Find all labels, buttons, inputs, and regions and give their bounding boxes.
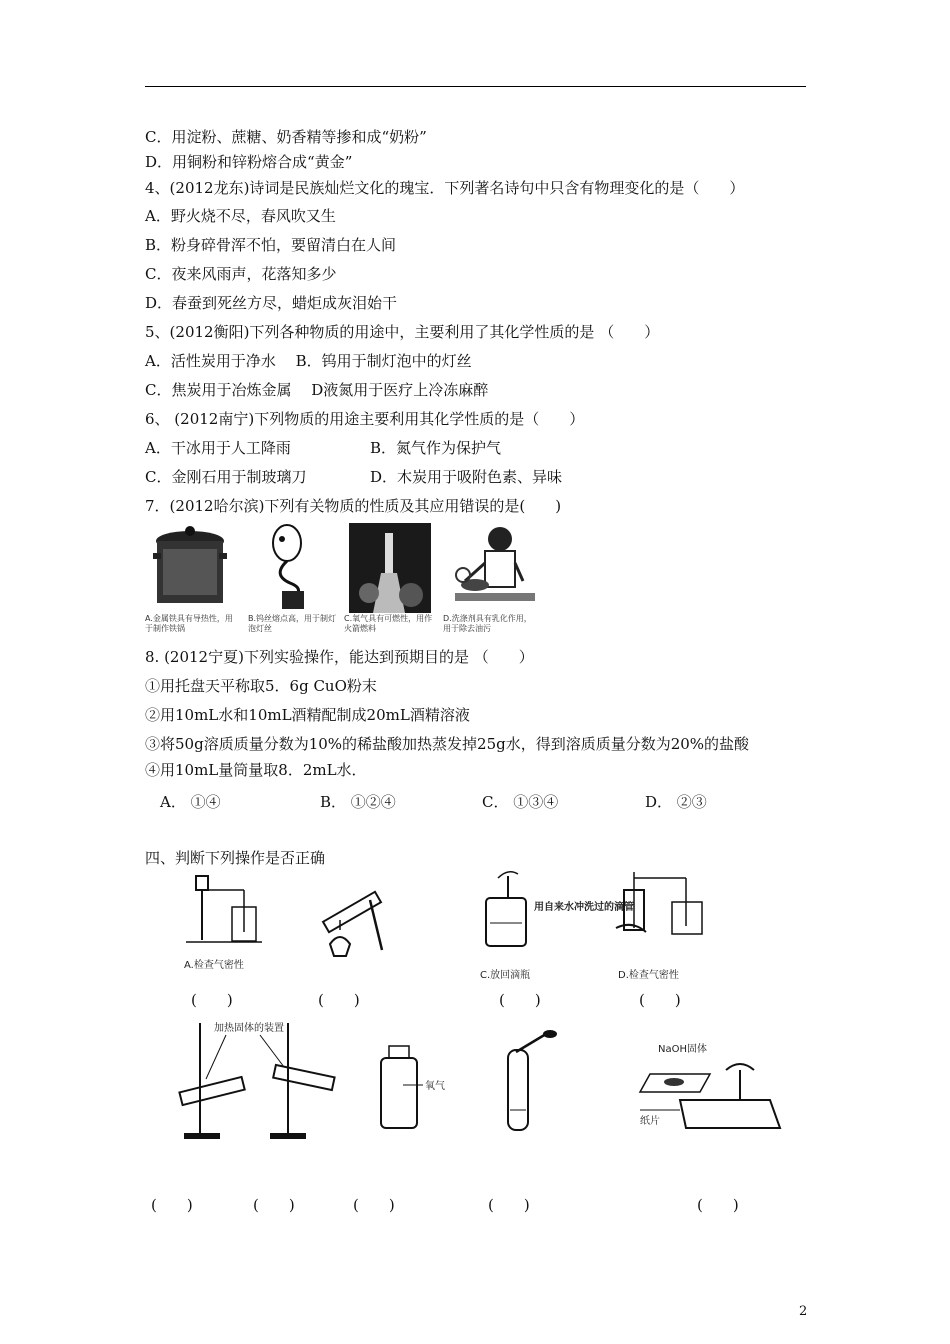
airtightness-check-d-figure xyxy=(612,868,722,981)
question-7: 7．(2012哈尔滨)下列有关物质的性质及其应用错误的是( ) xyxy=(145,497,562,515)
dropper-return-figure xyxy=(478,868,634,981)
answer-paren-7: ( ) xyxy=(353,1196,395,1214)
q4-option-a: A．野火烧不尽，春风吹又生 xyxy=(145,207,336,225)
answer-paren-4: ( ) xyxy=(639,991,681,1009)
q8-statement-3: ③将50g溶质质量分数为10%的稀盐酸加热蒸发掉25g水，得到溶质质量分数为20%的盐酸 xyxy=(145,735,750,753)
q7-caption-c: C.氧气具有可燃性，用作火箭燃料 xyxy=(344,614,433,633)
paper-label: 纸片 xyxy=(640,1116,660,1127)
answer-paren-9: ( ) xyxy=(697,1196,739,1214)
q6-option-a: A．干冰用于人工降雨 xyxy=(145,439,291,457)
q8-option-c: C． ①③④ xyxy=(482,793,559,811)
q8-statement-1: ①用托盘天平称取5．6g CuO粉末 xyxy=(145,677,377,695)
answer-paren-5: ( ) xyxy=(151,1196,193,1214)
q5-options-cd: C．焦炭用于冶炼金属 D液氮用于医疗上冷冻麻醉 xyxy=(145,381,489,399)
oxygen-mask-figure xyxy=(252,523,332,613)
option-d-gold: D．用铜粉和锌粉熔合成“黄金” xyxy=(145,153,353,171)
fig-c-label: C.放回滴瓶 xyxy=(480,970,531,981)
question-4: 4、(2012龙东)诗词是民族灿烂文化的瑰宝．下列著名诗句中只含有物理变化的是（ ） xyxy=(145,179,745,197)
answer-paren-8: ( ) xyxy=(488,1196,530,1214)
spatula-test-tube-figure xyxy=(498,1030,568,1140)
answer-paren-3: ( ) xyxy=(499,991,541,1009)
dishwashing-figure xyxy=(445,523,540,613)
answer-paren-2: ( ) xyxy=(318,991,360,1009)
q5-options-ab: A．活性炭用于净水 B．钨用于制灯泡中的灯丝 xyxy=(145,352,472,370)
heating-test-tube-figure xyxy=(312,872,402,967)
pot-figure xyxy=(145,523,235,613)
q4-option-c: C．夜来风雨声，花落知多少 xyxy=(145,265,337,283)
section-4-title: 四、判断下列操作是否正确 xyxy=(145,849,326,867)
q7-caption-a: A.金属铁具有导热性，用于制作铁锅 xyxy=(145,614,233,633)
q4-option-d: D．春蚕到死丝方尽，蜡炬成灰泪始干 xyxy=(145,294,398,312)
answer-paren-6: ( ) xyxy=(253,1196,295,1214)
q8-statement-2: ②用10mL水和10mL酒精配制成20mL酒精溶液 xyxy=(145,706,470,724)
balance-naoh-figure xyxy=(640,1040,780,1140)
q8-option-a: A． ①④ xyxy=(160,793,221,811)
q7-caption-b: B.钨丝熔点高，用于制灯泡灯丝 xyxy=(248,614,337,633)
fig-d-label: D.检查气密性 xyxy=(618,970,679,981)
airtightness-check-a-figure xyxy=(182,872,272,972)
answer-paren-1: ( ) xyxy=(191,991,233,1009)
heat-solid-label: 加热固体的装置 xyxy=(214,1023,284,1034)
q7-caption-d: D.洗涤剂具有乳化作用，用于除去油污 xyxy=(443,614,532,633)
header-rule xyxy=(145,86,806,87)
q8-option-d: D． ②③ xyxy=(645,793,707,811)
question-8: 8. (2012宁夏)下列实验操作，能达到预期目的是 （ ） xyxy=(145,648,534,666)
q8-statement-4: ④用10mL量筒量取8．2mL水． xyxy=(145,761,367,779)
question-6: 6、 (2012南宁)下列物质的用途主要利用其化学性质的是（ ） xyxy=(145,410,585,428)
fig-a-label: A.检查气密性 xyxy=(184,960,244,971)
q6-option-b: B．氮气作为保护气 xyxy=(370,439,502,457)
fig-c-note: 用自来水冲洗过的滴管 xyxy=(534,902,634,913)
q8-option-b: B． ①②④ xyxy=(320,793,396,811)
naoh-label: NaOH固体 xyxy=(658,1044,707,1055)
option-c-milk: C．用淀粉、蔗糖、奶香精等掺和成“奶粉” xyxy=(145,128,427,146)
question-5: 5、(2012衡阳)下列各种物质的用途中，主要利用了其化学性质的是 （ ） xyxy=(145,323,660,341)
oxygen-label: 氧气 xyxy=(425,1081,445,1092)
page-number: 2 xyxy=(799,1304,808,1319)
oxygen-bottle-figure xyxy=(375,1040,455,1135)
q6-option-d: D．木炭用于吸附色素、异味 xyxy=(370,468,563,486)
q4-option-b: B．粉身碎骨浑不怕，要留清白在人间 xyxy=(145,236,397,254)
q6-option-c: C．金刚石用于制玻璃刀 xyxy=(145,468,307,486)
rocket-figure xyxy=(349,523,431,613)
heat-solid-apparatus-figure xyxy=(170,1015,340,1145)
